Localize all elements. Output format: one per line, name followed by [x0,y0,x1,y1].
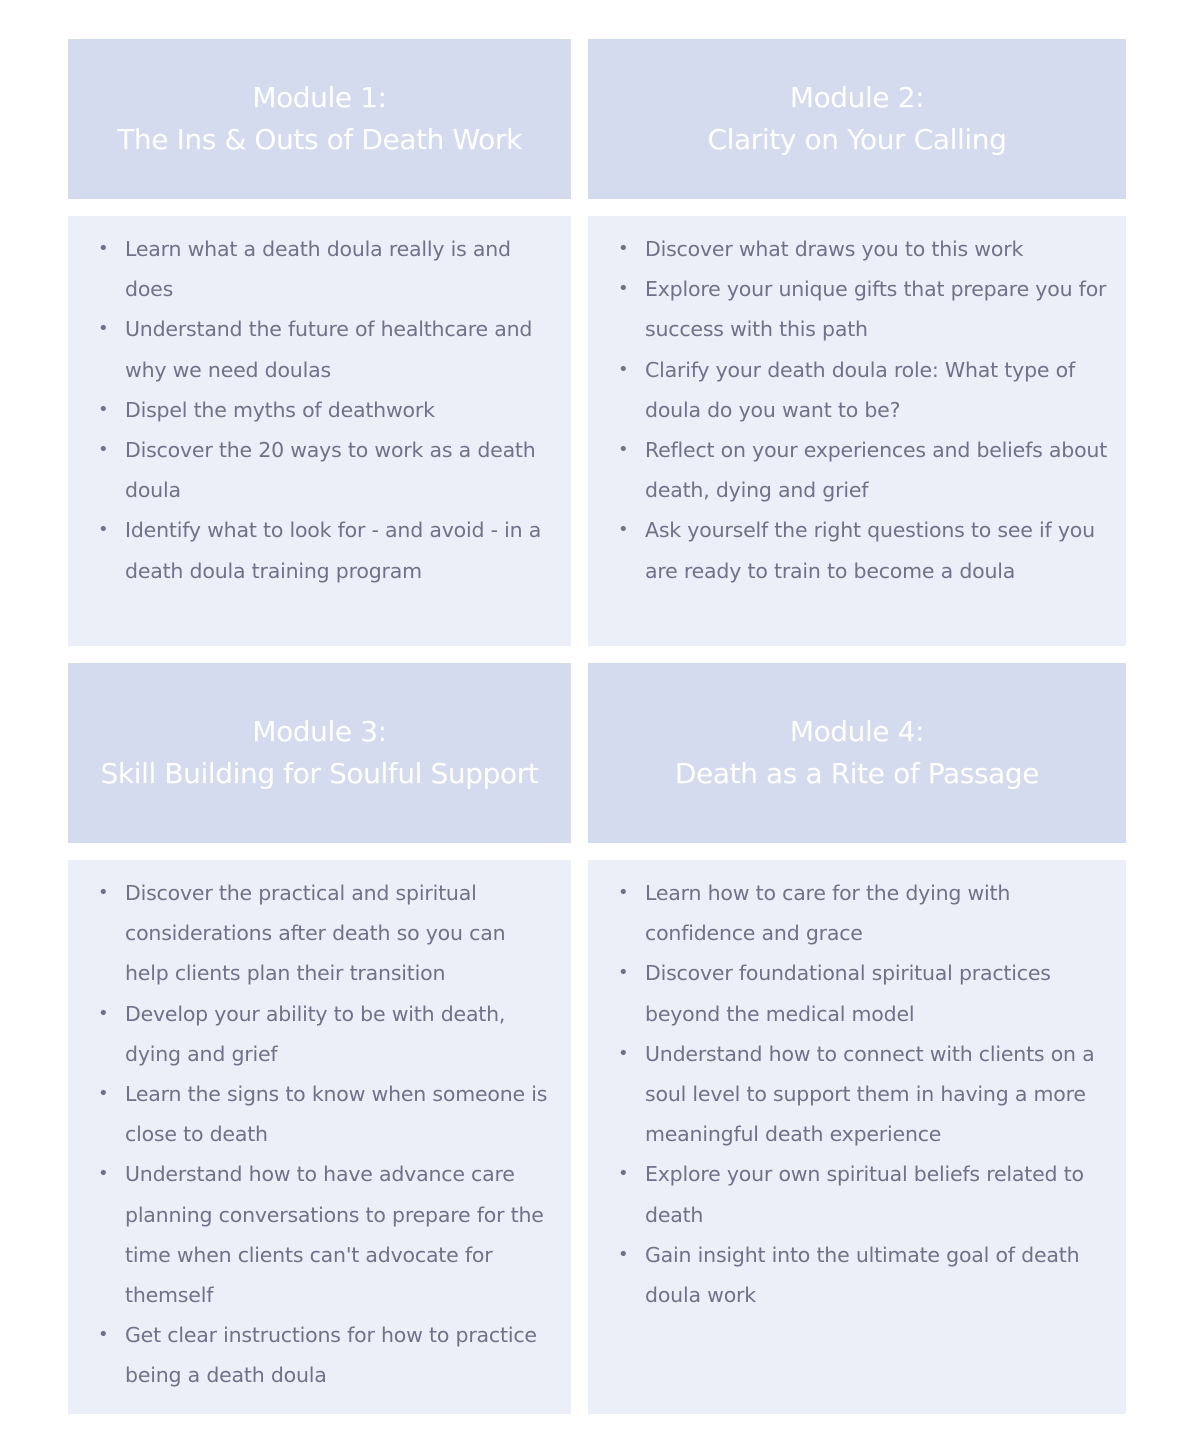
list-item [98,309,555,389]
list-item [618,953,1110,1033]
list-item-text: Gain insight into the ultimate goal of death doula work [645,1242,1080,1308]
modules-grid [68,39,1126,1414]
bullet-icon: • [618,962,629,984]
list-item [98,1154,555,1315]
list-item [618,269,1110,349]
list-item [618,1154,1110,1234]
list-item-text: Learn what a death doula really is and does [125,237,511,302]
module-2-title: Clarity on Your Calling [707,123,1007,156]
list-item-text: Get clear instructions for how to practice being a death doula [125,1323,537,1388]
bullet-icon: • [98,1002,109,1024]
list-item [98,1074,555,1154]
module-2-body [588,216,1126,646]
bullet-icon: • [98,1083,109,1105]
module-1-list [98,229,555,591]
list-item-text: Discover the practical and spiritual considerations after death so you can help clients plan their transition [125,881,506,986]
list-item [618,430,1110,510]
list-item-text: Explore your own spiritual beliefs related to death [645,1162,1084,1227]
bullet-icon: • [98,318,109,340]
module-3-list [98,873,555,1396]
bullet-icon: • [618,1243,629,1265]
list-item-text: Explore your unique gifts that prepare you for success with this path [645,277,1107,342]
module-1-header [68,39,571,199]
list-item [98,1315,555,1395]
module-2-list [618,229,1110,591]
bullet-icon: • [618,519,629,541]
module-2-heading: Module 2: [789,81,925,114]
bullet-icon: • [98,1163,109,1185]
list-item [98,510,555,590]
module-3-header [68,663,571,843]
list-item-text: Identify what to look for - and avoid - in a death doula training program [125,518,542,583]
module-2-header [588,39,1126,199]
list-item-text: Discover the 20 ways to work as a death doula [125,438,536,503]
list-item [98,873,555,994]
bullet-icon: • [98,238,109,259]
module-4-body [588,860,1126,1414]
bullet-icon: • [98,882,109,903]
bullet-icon: • [618,238,629,259]
list-item [618,1034,1110,1155]
module-1-title: The Ins & Outs of Death Work [117,123,522,156]
bullet-icon: • [98,439,109,461]
bullet-icon: • [98,519,109,541]
list-item [618,350,1110,430]
module-3-heading: Module 3: [252,715,387,748]
list-item [618,1235,1110,1315]
list-item-text: Learn how to care for the dying with confidence and grace [645,881,1011,946]
list-item-text: Understand how to have advance care planning conversations to prepare for the time when clients can't advocate for themself [125,1162,544,1308]
module-1-heading: Module 1: [252,81,387,114]
list-item-text: Discover what draws you to this work [645,237,1024,261]
bullet-icon: • [98,1324,109,1346]
module-1-body [68,216,571,646]
list-item-text: Ask yourself the right questions to see if you are ready to train to become a doula [645,518,1095,583]
list-item [618,873,1110,953]
list-item-text: Understand the future of healthcare and why we need doulas [125,317,533,382]
list-item-text: Understand how to connect with clients on a soul level to support them in having a more meaningful death experience [645,1041,1095,1147]
module-4-heading: Module 4: [789,715,925,748]
list-item-text: Clarify your death doula role: What type of doula do you want to be? [645,357,1075,422]
bullet-icon: • [618,358,629,380]
bullet-icon: • [618,1163,629,1185]
list-item-text: Discover foundational spiritual practices beyond the medical model [645,961,1051,1026]
list-item-text: Develop your ability to be with death, dying and grief [125,1001,506,1066]
bullet-icon: • [98,398,109,420]
list-item [98,994,555,1074]
bullet-icon: • [618,882,629,903]
list-item-text: Dispel the myths of deathwork [125,397,435,422]
list-item [98,229,555,309]
list-item-text: Reflect on your experiences and beliefs about death, dying and grief [645,438,1108,503]
list-item [98,430,555,510]
list-item [618,229,1110,269]
module-4-list [618,873,1110,1315]
list-item [618,510,1110,590]
module-3-title: Skill Building for Soulful Support [100,757,539,790]
module-3-body [68,860,571,1414]
bullet-icon: • [618,1042,629,1064]
module-4-title: Death as a Rite of Passage [674,757,1040,790]
list-item [98,390,555,430]
list-item-text: Learn the signs to know when someone is close to death [125,1082,548,1147]
module-4-header [588,663,1126,843]
bullet-icon: • [618,439,629,461]
bullet-icon: • [618,278,629,300]
